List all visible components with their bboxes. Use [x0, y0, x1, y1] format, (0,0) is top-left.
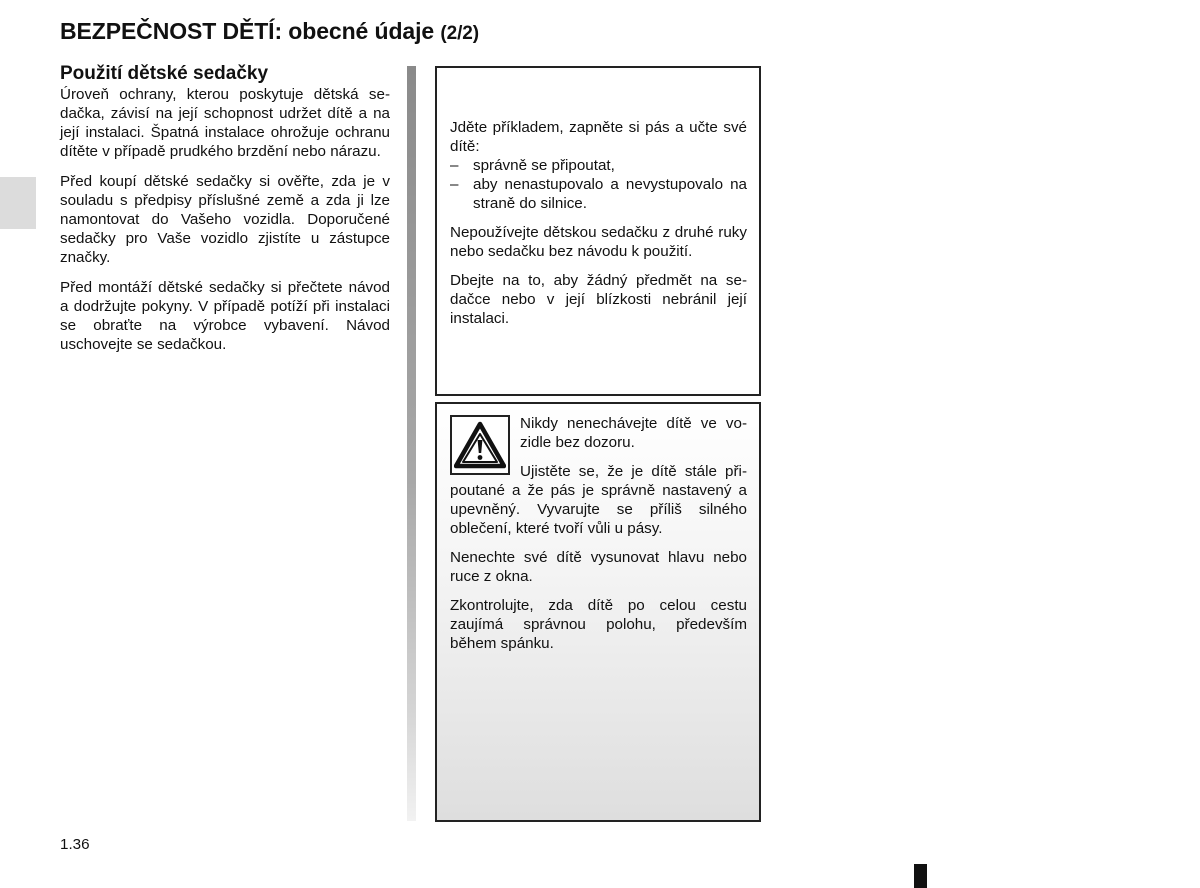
warning-paragraph-4: Zkontrolujte, zda dítě po celou cestu zaujímá správnou polohu, především během spánku.	[450, 597, 747, 652]
page-title-suffix: (2/2)	[440, 23, 479, 44]
page-title	[60, 18, 479, 45]
page-number: 1.36	[60, 836, 90, 853]
chapter-tab-marker	[0, 177, 36, 229]
warning-paragraph-1: Nikdy nenechávejte dítě ve vozidle bez dozoru.	[520, 415, 747, 451]
list-item: – aby nenastupovalo a nevystupovalo na straně do silnice.	[450, 175, 747, 213]
warning-paragraph-2: Ujistěte se, že je dítě stále připoutané a že pás je správně nastavený a upevněný. Vyvarujte se příliš silného oblečení, které tvoří vůli u pásy.	[450, 463, 747, 537]
column-divider-bar	[407, 66, 416, 821]
left-column	[60, 62, 390, 365]
warning-triangle-icon	[454, 421, 506, 469]
warning-box	[435, 402, 761, 822]
info-box	[435, 66, 761, 396]
info-intro: Jděte příkladem, zapněte si pás a učte své dítě:	[450, 119, 747, 155]
page-title-text: BEZPEČNOST DĚTÍ: obecné údaje	[60, 18, 435, 44]
left-paragraph-2: Před koupí dětské sedačky si ověřte, zda je v souladu s předpisy příslušné země a zda ji lze namontovat do Vašeho vozidla. Doporučené sedačky pro Vaše vozidlo zjistíte u zástupce značky.	[60, 173, 390, 266]
page-corner-mark	[914, 864, 927, 888]
list-item: – správně se připoutat,	[450, 156, 747, 175]
warning-icon-frame	[450, 415, 510, 475]
info-paragraph-2: Dbejte na to, aby žádný předmět na sedačce nebo v její blízkosti nebránil její instalaci.	[450, 272, 747, 327]
left-paragraph-1: Úroveň ochrany, kterou poskytuje dětská sedačka, závisí na její schopnost udržet dítě a na její instalaci. Špatná instalace ohrožuje ochranu dítěte v případě prudkého brzdění nebo nárazu.	[60, 86, 390, 160]
left-paragraph-3: Před montáží dětské sedačky si přečtete návod a dodržujte pokyny. V případě potíží při instalaci se obraťte na výrobce vybavení. Návod uschovejte se sedačkou.	[60, 279, 390, 353]
info-paragraph-1: Nepoužívejte dětskou sedačku z druhé ruky nebo sedačku bez návodu k použití.	[450, 224, 747, 260]
warning-paragraph-3: Nenechte své dítě vysunovat hlavu nebo ruce z okna.	[450, 549, 747, 585]
info-list	[450, 156, 747, 213]
section-heading: Použití dětské sedačky	[60, 63, 269, 84]
